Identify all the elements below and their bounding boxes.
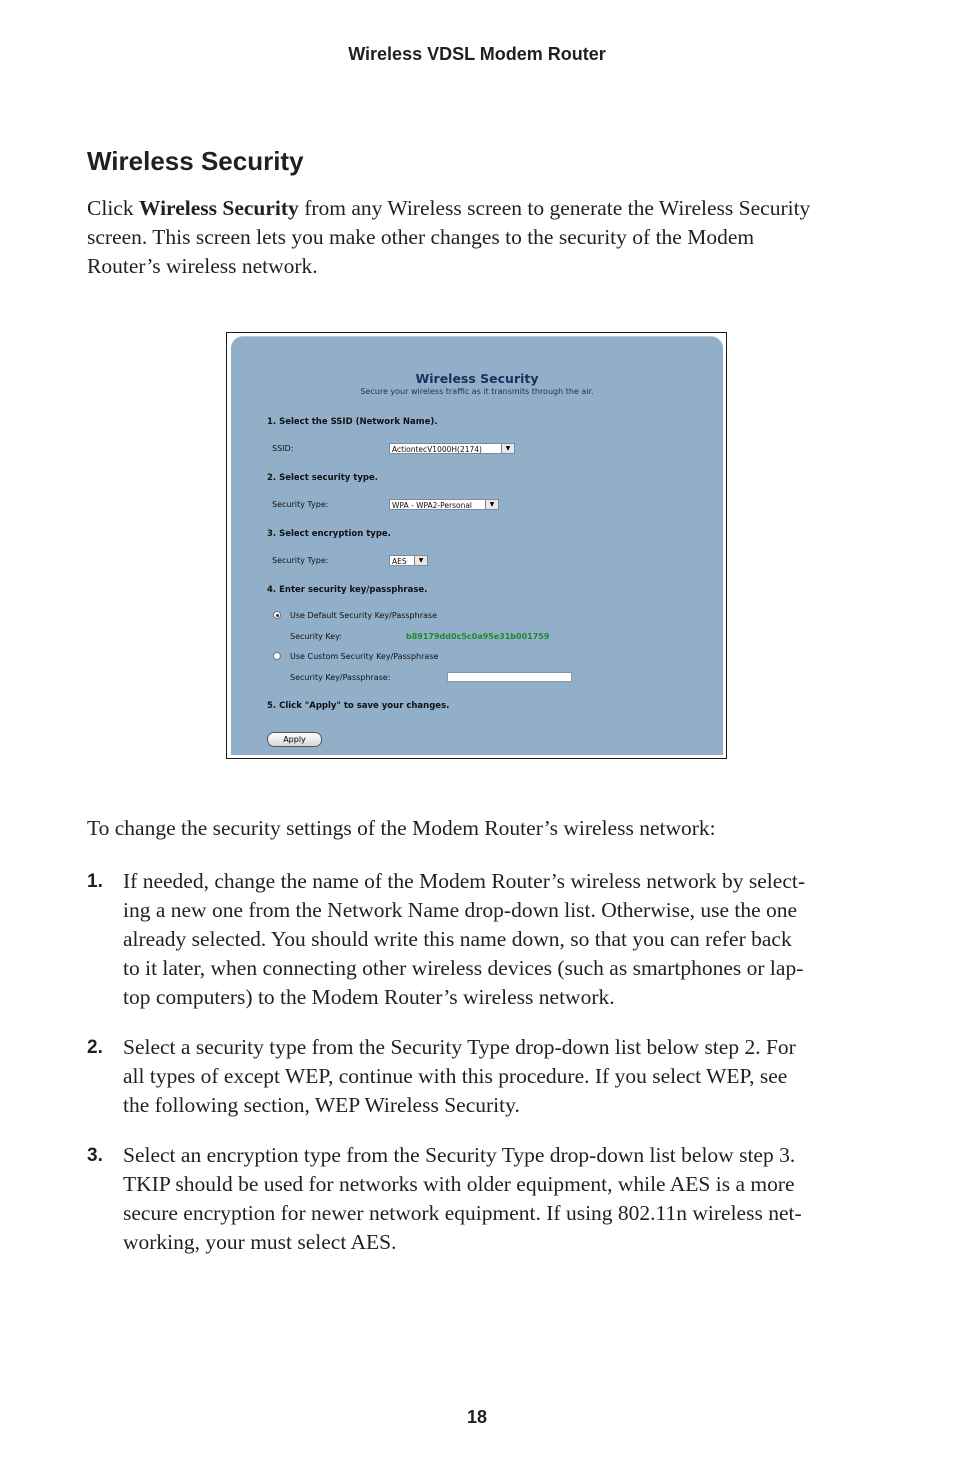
security-key-value: b89179dd0c5c0a95e31b001759 [406, 632, 550, 641]
step-number: 1. [87, 871, 103, 892]
ssid-select-value: ActiontecV1000H(2174) [392, 445, 482, 454]
step-body [123, 867, 877, 1012]
step-line: TKIP should be used for networks with older equipment, while AES is a more [123, 1172, 795, 1196]
chevron-down-icon[interactable]: ▼ [501, 444, 514, 453]
encryption-type-select-value: AES [392, 557, 407, 566]
step-line: to it later, when connecting other wireless devices (such as smartphones or lap- [123, 956, 804, 980]
encryption-type-select[interactable] [389, 555, 428, 566]
intro-lead: Click [87, 196, 139, 220]
page-number: 18 [466, 1407, 488, 1427]
apply-button[interactable]: Apply [267, 732, 322, 747]
section-title: Wireless Security [87, 146, 304, 176]
custom-key-radio[interactable] [273, 652, 281, 660]
custom-key-radio-label: Use Custom Security Key/Passphrase [290, 652, 439, 661]
passphrase-label: Security Key/Passphrase: [290, 673, 391, 682]
intro-line-2: screen. This screen lets you make other changes to the security of the Modem [87, 225, 755, 249]
chevron-down-icon[interactable]: ▼ [485, 500, 498, 509]
intro-line-1 [87, 194, 877, 223]
default-key-radio[interactable] [273, 611, 281, 619]
step-1-heading: 1. Select the SSID (Network Name). [267, 417, 438, 427]
step-line: top computers) to the Modem Router’s wireless network. [123, 985, 615, 1009]
chevron-down-icon[interactable]: ▼ [414, 556, 427, 565]
step-5-heading: 5. Click "Apply" to save your changes. [267, 701, 450, 711]
passphrase-input[interactable] [447, 672, 572, 682]
step-line: already selected. You should write this name down, so that you can refer back [123, 927, 792, 951]
security-key-label: Security Key: [290, 632, 343, 641]
step-line: working, your must select AES. [123, 1230, 397, 1254]
intro-paragraph [87, 194, 877, 281]
instruction-step-3 [87, 1141, 877, 1257]
ssid-select[interactable] [389, 443, 515, 454]
intro-bold-term: Wireless Security [138, 196, 299, 220]
instruction-step-1 [87, 867, 877, 1012]
step-line: secure encryption for newer network equipment. If using 802.11n wireless net- [123, 1201, 802, 1225]
running-header: Wireless VDSL Modem Router [348, 44, 606, 64]
step-line: Select a security type from the Security Type drop-down list below step 2. For [123, 1035, 796, 1059]
step-line: If needed, change the name of the Modem Router’s wireless network by select- [123, 869, 805, 893]
step-line: the following section, WEP Wireless Security. [123, 1093, 520, 1117]
default-key-radio-label: Use Default Security Key/Passphrase [290, 611, 437, 620]
step-number: 2. [87, 1037, 103, 1058]
step-line: all types of except WEP, continue with this procedure. If you select WEP, see [123, 1064, 788, 1088]
security-type-select[interactable] [389, 499, 499, 510]
security-type-select-value: WPA - WPA2-Personal [392, 501, 473, 510]
step-line: Select an encryption type from the Security Type drop-down list below step 3. [123, 1143, 796, 1167]
encryption-type-label: Security Type: [272, 556, 329, 565]
step-body [123, 1141, 877, 1257]
intro-line-3: Router’s wireless network. [87, 254, 318, 278]
intro-line-1-rest: from any Wireless screen to generate the Wireless Security [298, 196, 811, 220]
panel-title: Wireless Security [415, 371, 539, 386]
wireless-security-screenshot [226, 332, 727, 759]
step-4-heading: 4. Enter security key/passphrase. [267, 585, 428, 595]
ssid-label: SSID: [272, 444, 294, 453]
instruction-step-2 [87, 1033, 877, 1120]
step-number: 3. [87, 1145, 103, 1166]
panel-subtitle: Secure your wireless traffic as it transmits through the air. [360, 387, 594, 396]
step-3-heading: 3. Select encryption type. [267, 529, 391, 539]
security-type-label: Security Type: [272, 500, 329, 509]
step-2-heading: 2. Select security type. [267, 473, 378, 483]
step-line: ing a new one from the Network Name drop-down list. Otherwise, use the one [123, 898, 798, 922]
settings-panel [231, 336, 723, 755]
instructions-intro: To change the security settings of the Modem Router’s wireless network: [87, 816, 716, 840]
step-body [123, 1033, 877, 1120]
